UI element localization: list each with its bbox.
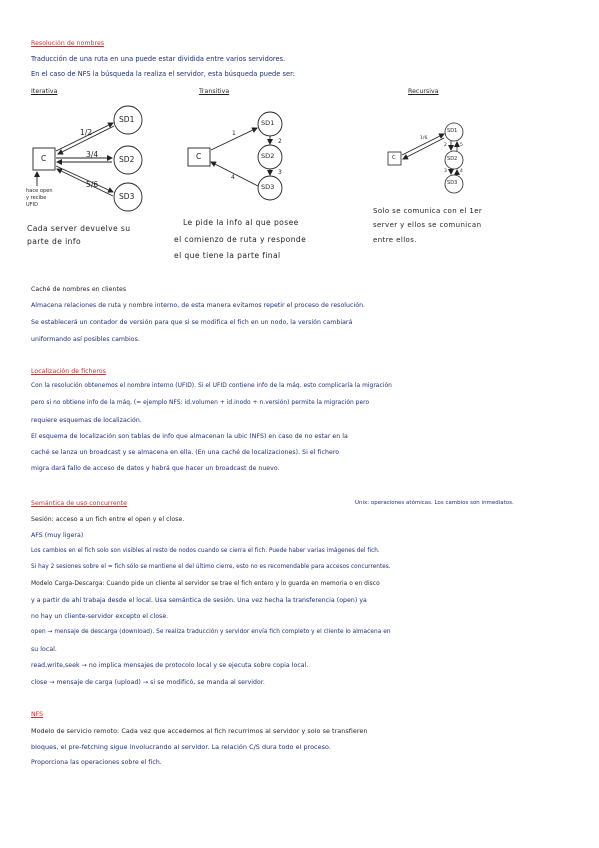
edge-label-3: 3	[278, 169, 282, 176]
cache-line-3: uniformando así posibles cambios.	[31, 336, 140, 343]
localizacion-line-4: El esquema de localización son tablas de info que almacenan la ubic (NFS) en caso de no estar en la	[31, 433, 348, 440]
nfs-line-1: Modelo de servicio remoto: Cada vez que accedemos al fich recurrimos al servidor y solo se transfieren	[31, 727, 368, 735]
localizacion-line-1: Con la resolución obtenemos el nombre interno (UFID). Si el UFID contiene info de la máq. esto complicaría la migración	[31, 383, 392, 389]
caption-recursiva-1: Solo se comunica con el 1er	[373, 207, 483, 215]
semantica-line-5: no hay un cliente-servidor excepto el close.	[31, 613, 169, 620]
caption-recursiva-2: server y ellos se comunican	[373, 221, 482, 229]
edge-label-3: 3	[444, 169, 447, 174]
sd1-label: SD1	[447, 128, 458, 134]
caption-transitiva-1: Le pide la info al que posee	[183, 218, 299, 227]
caption-transitiva-3: el que tiene la parte final	[174, 251, 281, 260]
edge-label-5-6: 5/6	[86, 180, 99, 189]
edge-label-2: 2	[444, 143, 447, 148]
localizacion-line-2: pero si no obtiene info de la máq. (= ejemplo NFS: id.volumen + id.inodo + n.versión) permite la migración pero	[31, 400, 370, 406]
edge-label-3-4: 3/4	[86, 150, 99, 159]
sd2-label: SD2	[447, 156, 458, 162]
semantica-line-3: Modelo Carga-Descarga: Cuando pide un cliente al servidor se trae el fich entero y lo guarda en memoria o en disco	[31, 581, 380, 587]
sesion-line: Sesión: acceso a un fich entre el open y el close.	[31, 516, 185, 523]
edge-label-1-6: 1/6	[420, 136, 428, 141]
sd1-label: SD1	[119, 115, 135, 124]
note-line-1: hace open	[26, 188, 53, 194]
type-transitiva: Transitiva	[199, 88, 230, 95]
nfs-line-2: bloques, el pre-fetching sigue involucrando al servidor. La relación C/S dura todo el proceso.	[31, 743, 331, 751]
heading-localizacion: Localización de ficheros	[31, 368, 106, 375]
sd2-label: SD2	[119, 155, 135, 164]
caption-iterativa-2: parte de info	[27, 237, 82, 246]
caption-iterativa-1: Cada server devuelve su	[27, 224, 131, 233]
edge-label-1: 1	[232, 130, 236, 137]
note-line-3: UFID	[26, 202, 39, 208]
localizacion-line-6: migra dará fallo de acceso de datos y habrá que hacer un broadcast de nuevo.	[31, 465, 280, 472]
heading-semantica: Semántica de uso concurrente	[31, 500, 128, 507]
localizacion-line-3: requiere esquemas de localización.	[31, 417, 142, 424]
edge-label-5: 5	[460, 143, 463, 148]
localizacion-line-5: caché se lanza un broadcast y se almacena en ella. (En una caché de localizaciones). Si el fichero	[31, 449, 340, 456]
arrow-c-sd3	[56, 166, 113, 192]
sd1-label: SD1	[261, 119, 275, 127]
note-line-2: y recibe	[26, 195, 47, 201]
semantica-line-7: su local.	[31, 646, 57, 653]
sd2-label: SD2	[261, 152, 275, 160]
afs-subheading: AFS (muy ligera)	[31, 532, 84, 539]
sd3-label: SD3	[447, 180, 458, 186]
type-recursiva: Recursiva	[408, 88, 439, 95]
semantica-line-2: Si hay 2 sesiones sobre el = fich sólo se mantiene el del último cierre, esto no es recomendable para accesos concurrentes.	[31, 564, 391, 570]
nfs-line-3: Proporciona las operaciones sobre el fich.	[31, 759, 162, 766]
edge-label-2: 2	[278, 138, 282, 145]
edge-label-1-2: 1/2	[80, 128, 93, 137]
semantica-line-9: close → mensaje de carga (upload) → si se modificó, se manda al servidor.	[31, 679, 265, 686]
client-label: C	[196, 152, 202, 161]
heading-nfs: NFS	[31, 711, 44, 718]
semantica-line-6: open → mensaje de descarga (download). Se realiza traducción y servidor envía fich completo y el cliente lo almacena en	[31, 629, 391, 635]
caption-recursiva-3: entre ellos.	[373, 236, 417, 244]
semantica-line-1: Los cambios en el fich solo son visibles al resto de nodos cuando se cierra el fich. Puede haber varias imágenes del fich.	[31, 548, 380, 554]
sd3-label: SD3	[119, 192, 135, 201]
unix-side-note: Unix: operaciones atómicas. Los cambios son inmediatos.	[355, 500, 514, 506]
client-label: C	[392, 155, 396, 161]
semantica-line-4: y a partir de ahí trabaja desde el local. Usa semántica de sesión. Una vez hecha la transferencia (open) ya	[31, 597, 367, 604]
resolucion-line-2: En el caso de NFS la búsqueda la realiza el servidor, esta búsqueda puede ser:	[31, 70, 296, 78]
heading-resolucion: Resolución de nombres	[31, 40, 105, 47]
edge-label-4: 4	[460, 169, 463, 174]
client-label: C	[41, 154, 47, 163]
cache-line-2: Se establecerá un contador de versión para que si se modifica el fich en un nodo, la versión cambiará	[31, 319, 353, 326]
arrow-sd3-c	[57, 169, 113, 196]
resolucion-line-1: Traducción de una ruta en una puede estar dividida entre varios servidores.	[31, 55, 286, 63]
heading-cache: Caché de nombres en clientes	[31, 286, 127, 293]
sd3-label: SD3	[261, 183, 275, 191]
caption-transitiva-2: el comienzo de ruta y responde	[174, 235, 307, 244]
cache-line-1: Almacena relaciones de ruta y nombre interno, de esta manera evitamos repetir el proceso de resolución.	[31, 302, 366, 309]
type-iterativa: Iterativa	[31, 88, 58, 95]
semantica-line-8: read,write,seek → no implica mensajes de protocolo local y se ejecuta sobre copia local.	[31, 662, 309, 669]
edge-label-4: 4	[231, 174, 235, 181]
